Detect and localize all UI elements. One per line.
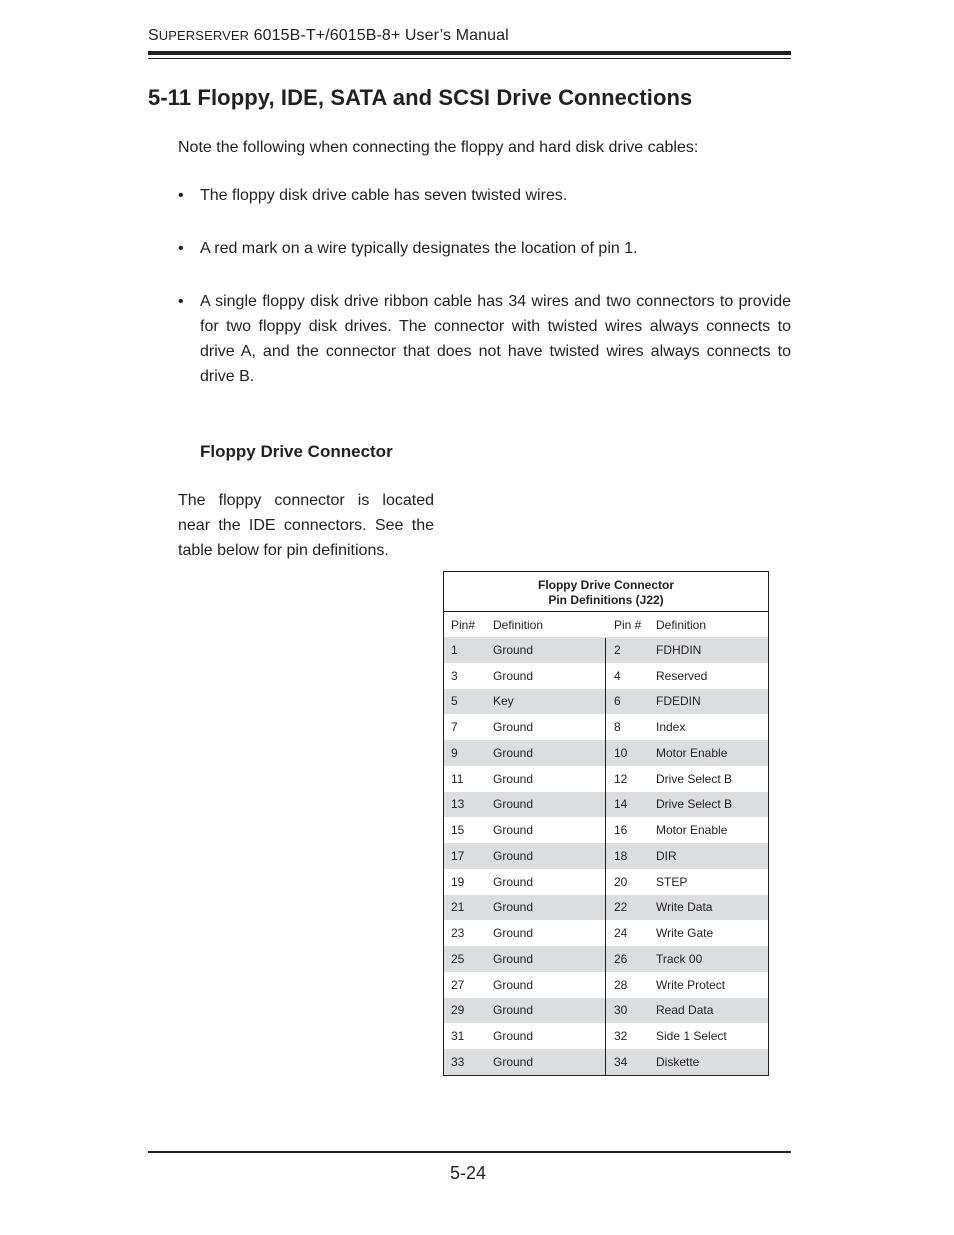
bullet-text: A single floppy disk drive ribbon cable has 34 wires and two connectors to provide for two floppy disk drives. The connector with twisted wires always connects to drive A, and the connector that does not have twisted wires always connects to drive B.: [200, 293, 791, 385]
pin-number: 14: [614, 797, 628, 812]
table-row: [444, 972, 768, 998]
table-caption: [444, 572, 768, 612]
table-row: [444, 1049, 768, 1075]
pin-number: 12: [614, 771, 628, 786]
table-row: [444, 714, 768, 740]
pin-definition: Track 00: [656, 951, 703, 966]
header-pin: Pin #: [614, 617, 642, 632]
table-row: [444, 663, 768, 689]
pin-number: 31: [451, 1029, 465, 1044]
pin-definition: Ground: [493, 1003, 534, 1018]
pin-number: 27: [451, 977, 465, 992]
pin-number: 19: [451, 874, 465, 889]
pin-definition: Diskette: [656, 1054, 700, 1069]
pin-number: 8: [614, 720, 621, 735]
pin-number: 7: [451, 720, 458, 735]
pin-definition: Write Protect: [656, 977, 726, 992]
pin-definition: Ground: [493, 926, 534, 941]
pin-number: 11: [451, 771, 464, 786]
pin-definition: Read Data: [656, 1003, 714, 1018]
pin-definition: Ground: [493, 745, 534, 760]
intro-paragraph: Note the following when connecting the floppy and hard disk drive cables:: [178, 139, 699, 156]
pin-number: 32: [614, 1029, 628, 1044]
header-title-initial: S: [148, 27, 159, 44]
pin-number: 13: [451, 797, 465, 812]
footer-rule: [148, 1151, 791, 1153]
pin-definition: Ground: [493, 848, 534, 863]
floppy-heading: Floppy Drive Connector: [200, 442, 393, 461]
table-caption-line1: Floppy Drive Connector: [537, 578, 674, 592]
bullet-item: [178, 236, 791, 261]
pin-number: 21: [451, 900, 465, 915]
pin-definition: Ground: [493, 771, 534, 786]
pin-number: 24: [614, 926, 628, 941]
bullet-symbol: •: [178, 187, 184, 204]
pin-definition: Ground: [493, 1029, 534, 1044]
pin-number: 1: [451, 642, 458, 657]
bullet-item: [178, 183, 791, 208]
table-caption-line2: Pin Definitions (J22): [548, 593, 664, 607]
pin-definition: Ground: [493, 823, 534, 838]
pin-number: 25: [451, 951, 465, 966]
pin-number: 9: [451, 745, 458, 760]
pin-definition: Index: [656, 720, 686, 735]
pin-number: 16: [614, 823, 628, 838]
pin-definition: Ground: [493, 797, 534, 812]
pin-definition: Ground: [493, 668, 534, 683]
pin-definition: Write Data: [656, 900, 713, 915]
table-row: [444, 1023, 768, 1049]
pin-number: 29: [451, 1003, 465, 1018]
section-title: 5-11 Floppy, IDE, SATA and SCSI Drive Connections: [148, 85, 693, 110]
pin-number: 28: [614, 977, 628, 992]
pin-number: 10: [614, 745, 628, 760]
pin-number: 4: [614, 668, 621, 683]
table-row: [444, 766, 768, 792]
header-title-caps: UPERSERVER: [158, 28, 250, 43]
pin-number: 17: [451, 848, 465, 863]
table-row: [444, 817, 768, 843]
bullet-symbol: •: [178, 293, 184, 310]
pin-definition: DIR: [656, 848, 677, 863]
pin-definition: Ground: [493, 951, 534, 966]
table-row: [444, 920, 768, 946]
pin-number: 2: [614, 642, 621, 657]
table-body: [444, 637, 768, 1075]
header-definition: Definition: [656, 617, 707, 632]
header-title-tail: 6015B-T+/6015B-8+ User’s Manual: [249, 27, 509, 44]
table-row: [444, 843, 768, 869]
pin-definition: Ground: [493, 720, 534, 735]
header-pin: Pin#: [451, 617, 476, 632]
pin-definition: Ground: [493, 874, 534, 889]
pin-number: 20: [614, 874, 628, 889]
pin-definition: Ground: [493, 977, 534, 992]
table-row: [444, 869, 768, 895]
pin-number: 33: [451, 1054, 465, 1069]
pin-definition: Drive Select B: [656, 797, 733, 812]
floppy-description: The floppy connector is located near the IDE connectors. See the table below for pin definitions.: [178, 492, 434, 559]
table-row: [444, 998, 768, 1024]
table-row: [444, 895, 768, 921]
pin-definition: Motor Enable: [656, 823, 728, 838]
bullet-text: The floppy disk drive cable has seven twisted wires.: [200, 187, 568, 204]
pin-definition: Ground: [493, 1054, 534, 1069]
pin-definition: Write Gate: [656, 926, 714, 941]
bullet-symbol: •: [178, 240, 184, 257]
pin-number: 23: [451, 926, 465, 941]
header-rule-thin: [148, 58, 791, 59]
header-rule-thick: [148, 51, 791, 55]
pin-definition: Ground: [493, 900, 534, 915]
pin-definition: FDHDIN: [656, 642, 702, 657]
table-row: [444, 689, 768, 715]
pin-definition: STEP: [656, 874, 688, 889]
table-row: [444, 740, 768, 766]
pin-number: 30: [614, 1003, 628, 1018]
pin-number: 15: [451, 823, 465, 838]
header-definition: Definition: [493, 617, 544, 632]
pin-definition: Reserved: [656, 668, 708, 683]
column-divider: [605, 638, 606, 1075]
pin-definition: Key: [493, 694, 514, 709]
table-row: [444, 946, 768, 972]
pin-number: 3: [451, 668, 458, 683]
table-row: [444, 637, 768, 663]
pin-number: 5: [451, 694, 458, 709]
table-header-row: [444, 612, 768, 637]
bullet-item: [178, 289, 791, 389]
pin-number: 26: [614, 951, 628, 966]
pin-number: 18: [614, 848, 628, 863]
pin-definition: Motor Enable: [656, 745, 728, 760]
pin-definition: FDEDIN: [656, 694, 701, 709]
table-row: [444, 792, 768, 818]
bullet-text: A red mark on a wire typically designates the location of pin 1.: [200, 240, 638, 257]
pin-number: 6: [614, 694, 621, 709]
pin-definition: Side 1 Select: [656, 1029, 727, 1044]
running-header: [148, 27, 509, 45]
page-number: 5-24: [450, 1163, 487, 1183]
pin-definition: Drive Select B: [656, 771, 733, 786]
pin-number: 34: [614, 1054, 628, 1069]
pin-definitions-table: [443, 571, 769, 1076]
pin-number: 22: [614, 900, 628, 915]
pin-definition: Ground: [493, 642, 534, 657]
